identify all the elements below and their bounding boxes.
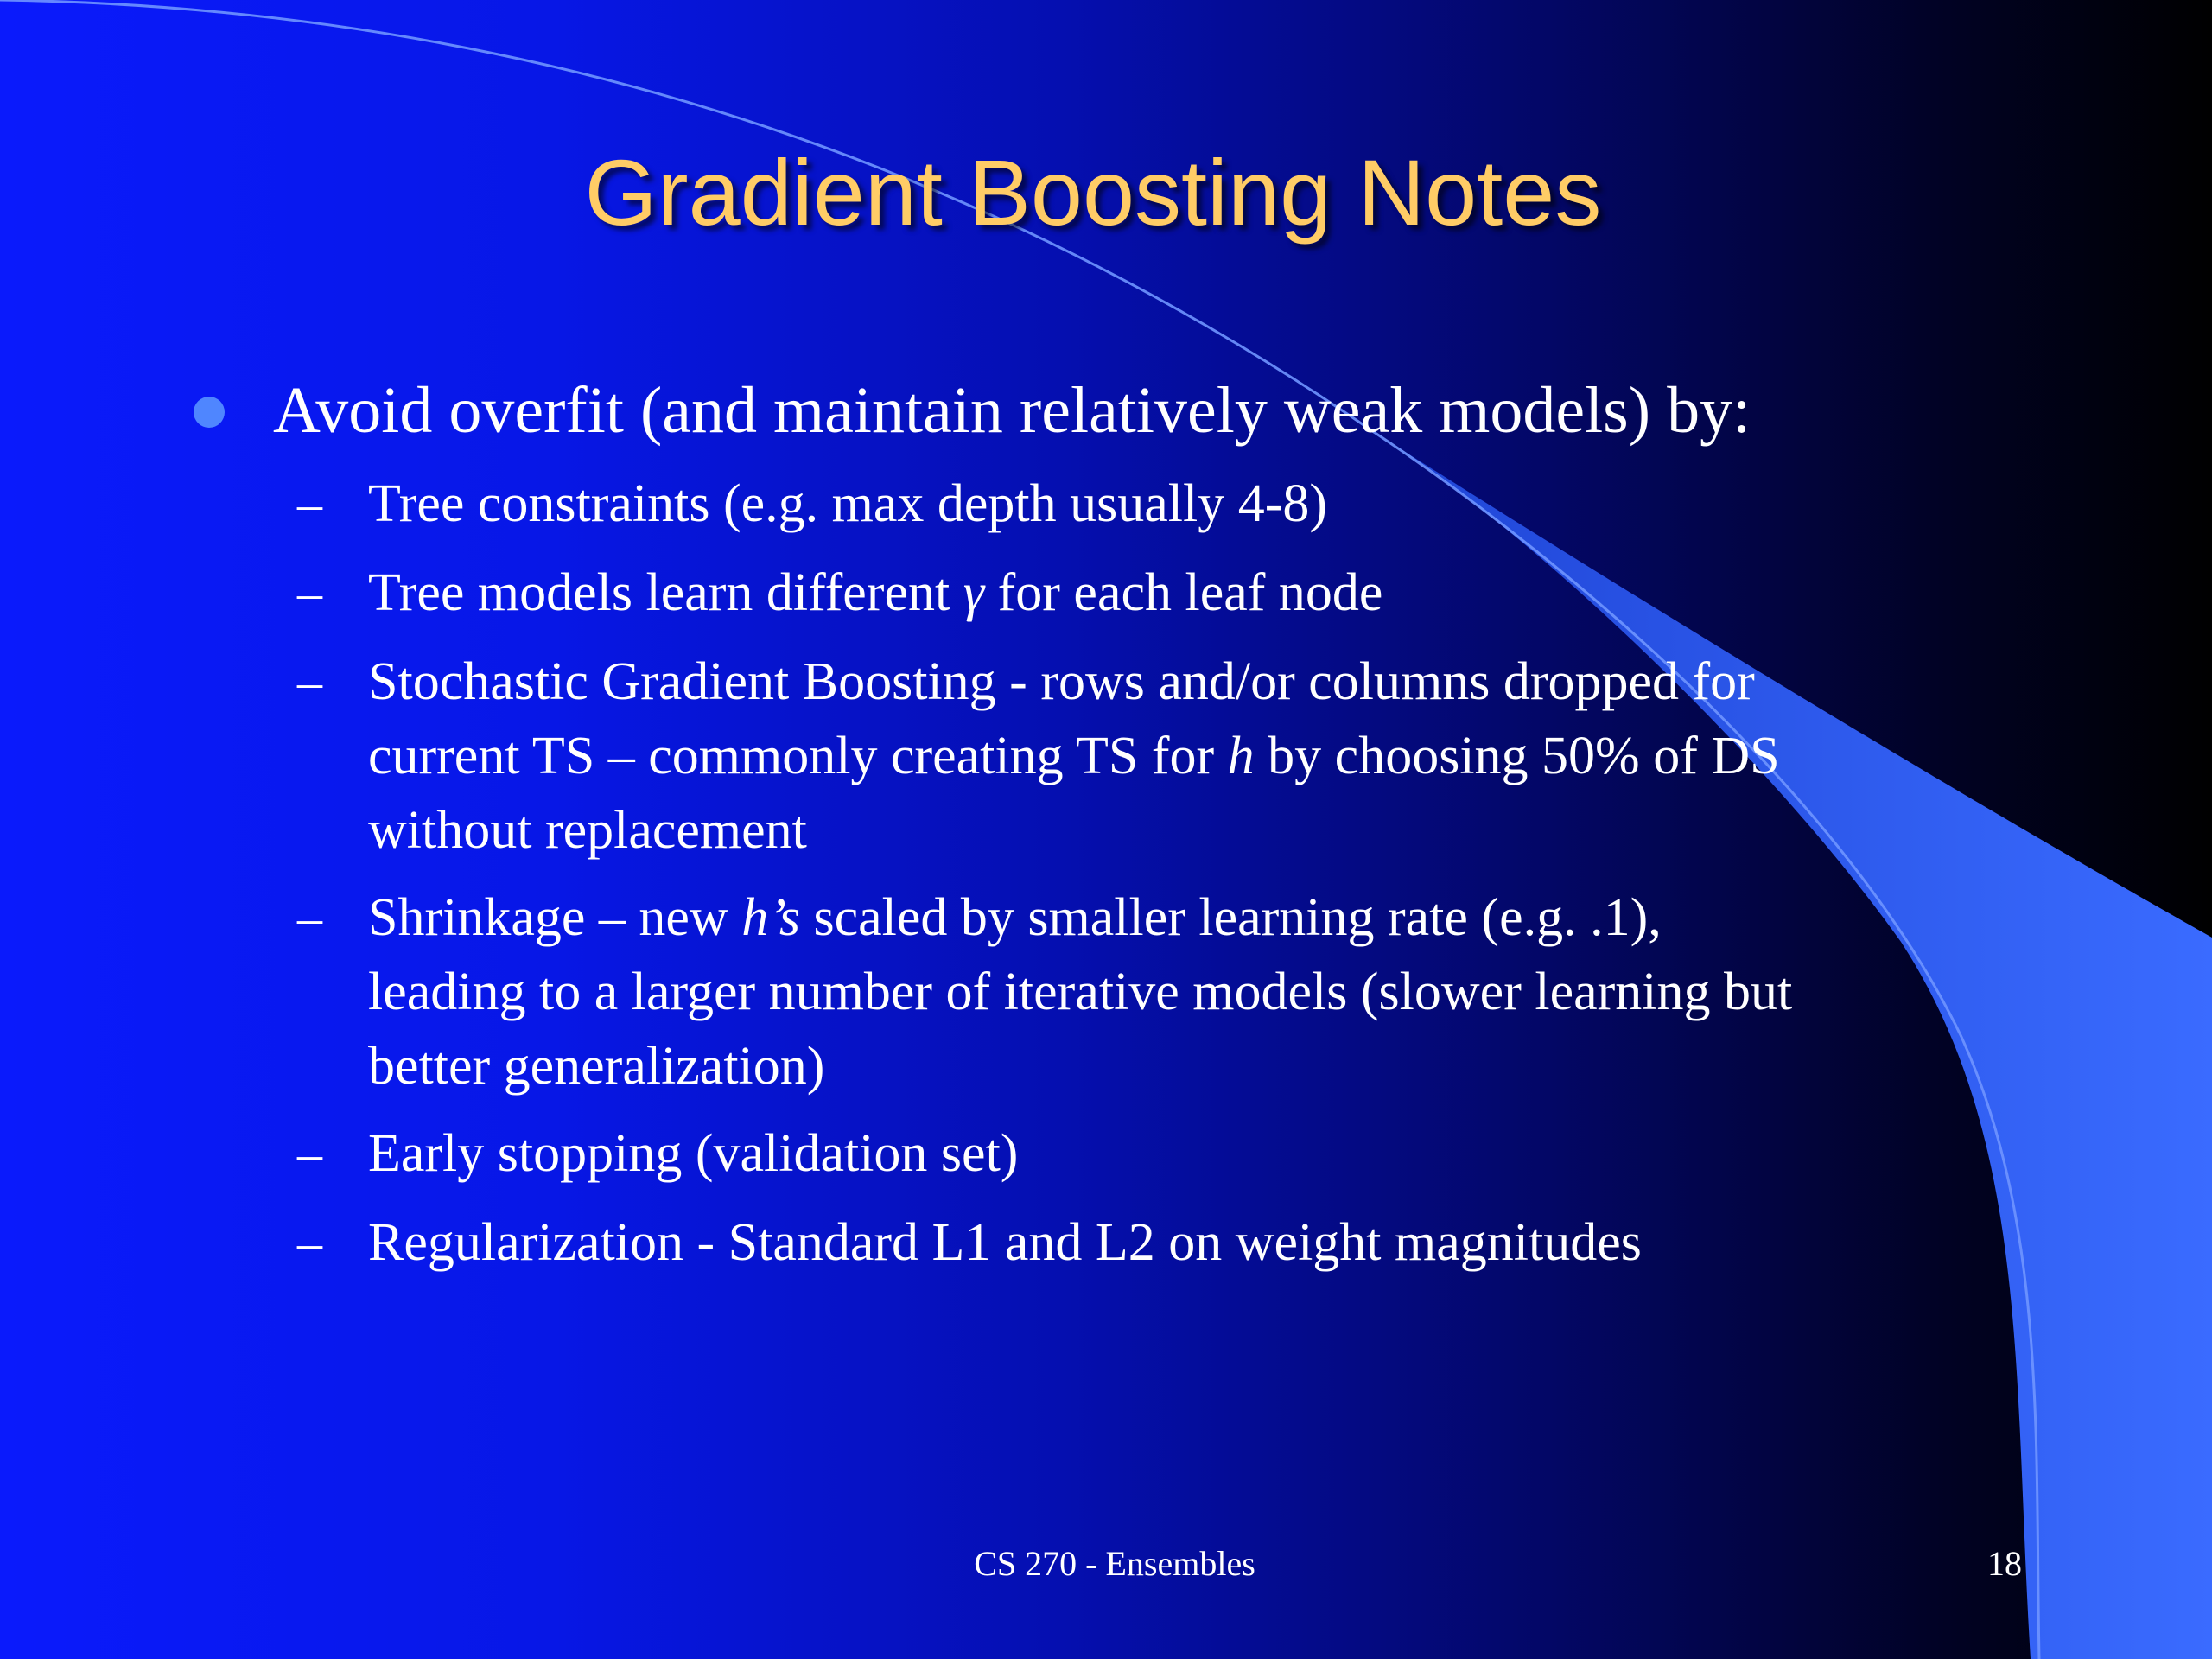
dash-icon: – (297, 564, 322, 620)
dash-icon: – (297, 889, 322, 945)
dash-icon: – (297, 475, 322, 531)
subitem-line: current TS – commonly creating TS for h by choosing 50% of DS (368, 727, 1780, 785)
slide-title: Gradient Boosting Notes (584, 140, 1602, 245)
slide-number: 18 (1987, 1544, 2022, 1583)
slide-footer: CS 270 - Ensembles (974, 1544, 1255, 1583)
subitem-text: Regularization - Standard L1 and L2 on weight magnitudes (368, 1213, 1642, 1272)
subitem-line: Stochastic Gradient Boosting - rows and/or columns dropped for (368, 652, 1755, 711)
dash-icon: – (297, 653, 322, 709)
subitem-text: Tree constraints (e.g. max depth usually 4-8) (368, 474, 1328, 533)
gamma-symbol: γ (963, 563, 985, 622)
dash-icon: – (297, 1214, 322, 1270)
subitem-text: Tree models learn different γ for each leaf node (368, 563, 1383, 622)
subitem-line: without replacement (368, 801, 807, 860)
subitem-line: Shrinkage – new h’s scaled by smaller learning rate (e.g. .1), (368, 888, 1662, 947)
dash-icon: – (297, 1125, 322, 1181)
subitem-line: leading to a larger number of iterative models (slower learning but (368, 963, 1793, 1021)
subitem-line: better generalization) (368, 1037, 825, 1096)
bullet-text: Avoid overfit (and maintain relatively weak models) by: (273, 374, 1751, 447)
subitem-text: Early stopping (validation set) (368, 1124, 1019, 1183)
bullet-dot-icon (194, 397, 225, 428)
